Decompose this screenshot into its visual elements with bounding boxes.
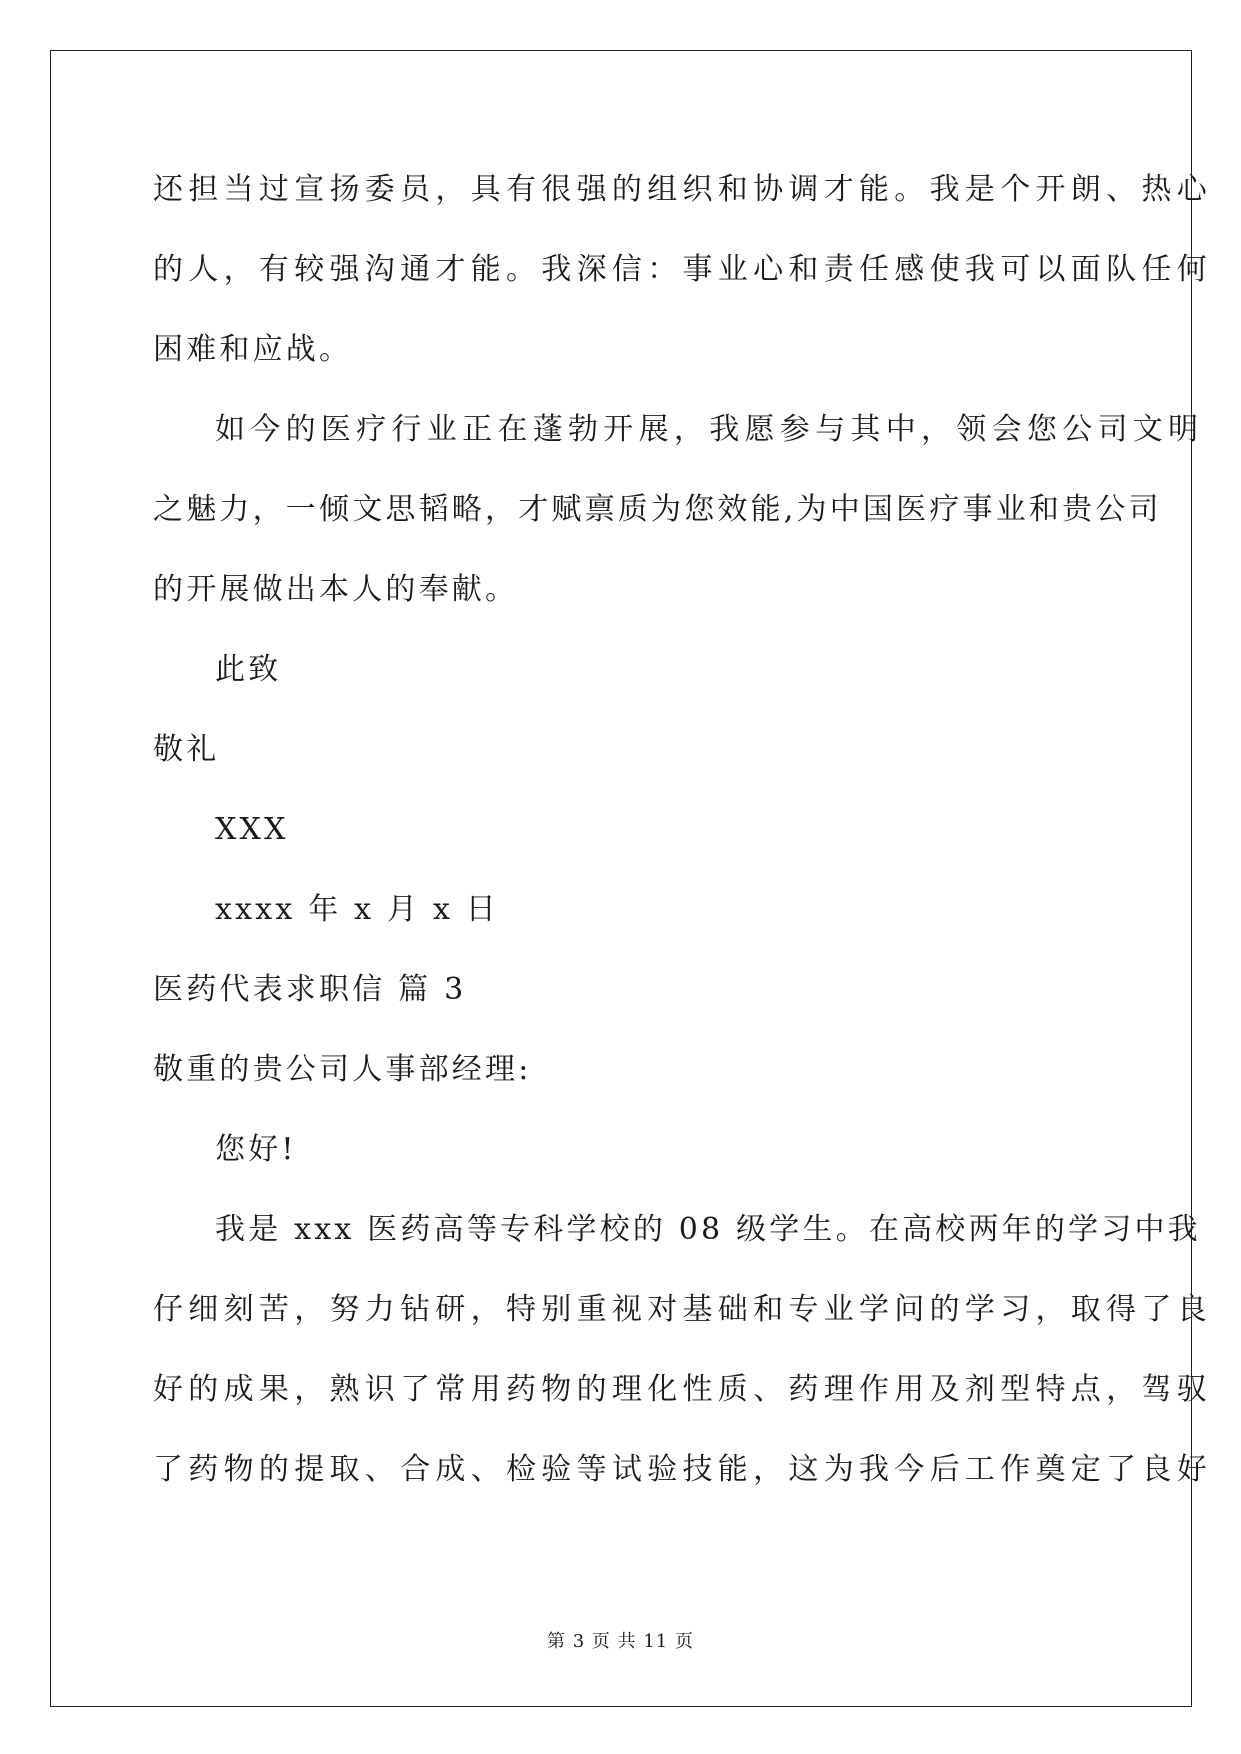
- text-line: 困难和应战。: [153, 332, 353, 367]
- signature-date: xxxx 年 x 月 x 日: [215, 892, 499, 927]
- text-line: 的人，有较强沟通才能。我深信：事业心和责任感使我可以面队任何: [153, 252, 1212, 287]
- section-heading: 医药代表求职信 篇 3: [153, 972, 467, 1007]
- paragraph-start: 如今的医疗行业正在蓬勃开展，我愿参与其中，领会您公司文明: [215, 412, 1204, 447]
- text-line: 了药物的提取、合成、检验等试验技能，这为我今后工作奠定了良好: [153, 1452, 1212, 1487]
- text-line: 好的成果，熟识了常用药物的理化性质、药理作用及剂型特点，驾驭: [153, 1372, 1212, 1407]
- closing-regards: 敬礼: [153, 732, 220, 767]
- text-line: 仔细刻苦，努力钻研，特别重视对基础和专业学问的学习，取得了良: [153, 1292, 1212, 1327]
- closing-salutation: 此致: [215, 652, 282, 687]
- text-line: 的开展做出本人的奉献。: [153, 572, 519, 607]
- text-line: 之魅力，一倾文思韬略，才赋禀质为您效能,为中国医疗事业和贵公司: [153, 492, 1162, 527]
- signature-name: XXX: [215, 812, 289, 847]
- letter-greeting: 敬重的贵公司人事部经理:: [153, 1052, 532, 1087]
- page-number: 第 3 页 共 11 页: [547, 1631, 694, 1652]
- text-line: 还担当过宣扬委员，具有很强的组织和协调才能。我是个开朗、热心: [153, 172, 1212, 207]
- paragraph-start: 我是 xxx 医药高等专科学校的 08 级学生。在高校两年的学习中我: [215, 1212, 1201, 1247]
- letter-hello: 您好!: [215, 1132, 297, 1167]
